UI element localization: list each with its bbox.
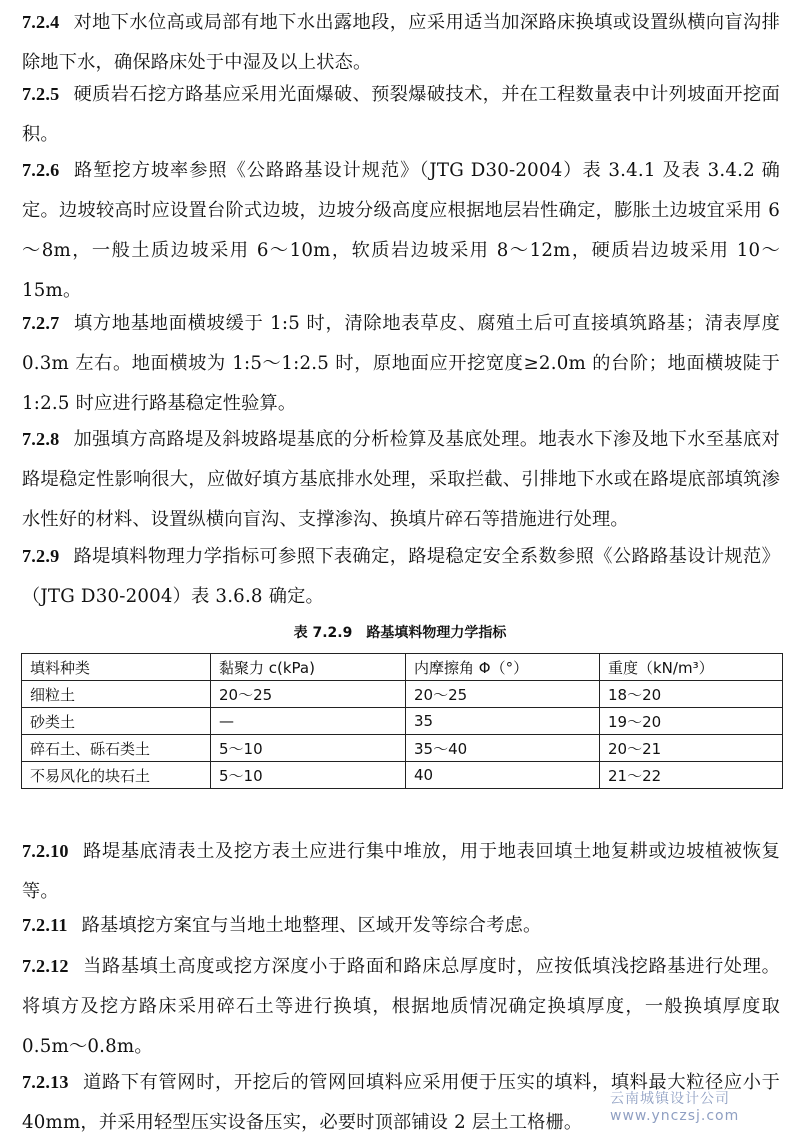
clause-7-2-4 (22, 2, 780, 83)
table-cell: 35～40 (406, 735, 600, 762)
clause-number: 7.2.9 (22, 546, 60, 566)
clause-7-2-8 (22, 419, 780, 540)
table-cell: 砂类土 (22, 708, 211, 735)
table-cell: 18～20 (600, 681, 783, 708)
table-cell: 19～20 (600, 708, 783, 735)
clause-text: 对地下水位高或局部有地下水出露地段，应采用适当加深路床换填或设置纵横向盲沟排除地下水，确保路床处于中湿及以上状态。 (22, 12, 780, 73)
clause-number: 7.2.4 (22, 12, 60, 32)
table-cell: 5～10 (211, 762, 406, 789)
clause-7-2-11 (22, 905, 780, 946)
watermark: 云南城镇设计公司 www.ynczsj.com (610, 1091, 740, 1124)
header-cell: 填料种类 (22, 654, 211, 681)
clause-text: 路堑挖方坡率参照《公路路基设计规范》（JTG D30-2004）表 3.4.1 及表 3.4.2 确定。边坡较高时应设置台阶式边坡，边坡分级高度应根据地层岩性确定，膨胀土边坡宜采用 6～8m，一般土质边坡采用 6～10m，软质岩边坡采用 8～12m，硬质岩边坡采用 10～15m。 (22, 160, 780, 301)
clause-text: 当路基填土高度或挖方深度小于路面和路床总厚度时，应按低填浅挖路基进行处理。将填方及挖方路床采用碎石土等进行换填，根据地质情况确定换填厚度，一般换填厚度取 0.5m～0.8m。 (22, 956, 780, 1057)
table-cell: 20～25 (406, 681, 600, 708)
table-cell: 35 (406, 708, 600, 735)
table-cell: 不易风化的块石土 (22, 762, 211, 789)
clause-number: 7.2.13 (22, 1072, 69, 1092)
clause-number: 7.2.6 (22, 160, 60, 180)
table-cell: 21～22 (600, 762, 783, 789)
clause-text: 路堤填料物理力学指标可参照下表确定，路堤稳定安全系数参照《公路路基设计规范》（JTG D30-2004）表 3.6.8 确定。 (22, 546, 780, 607)
table-row (22, 681, 783, 708)
header-cell: 黏聚力 c(kPa) (211, 654, 406, 681)
clause-7-2-12 (22, 946, 780, 1067)
table-number: 表 7.2.9 (293, 625, 353, 641)
clause-text: 路堤基底清表土及挖方表土应进行集中堆放，用于地表回填土地复耕或边坡植被恢复等。 (22, 841, 780, 902)
table-header-row (22, 654, 783, 681)
clause-number: 7.2.11 (22, 915, 68, 935)
clause-number: 7.2.12 (22, 956, 69, 976)
table-cell: 碎石土、砾石类土 (22, 735, 211, 762)
table-row (22, 708, 783, 735)
table-cell: 40 (406, 762, 600, 789)
table-row (22, 735, 783, 762)
table-cell: 细粒土 (22, 681, 211, 708)
header-cell: 重度（kN/m³） (600, 654, 783, 681)
table-caption (0, 622, 800, 644)
clause-text: 填方地基地面横坡缓于 1:5 时，清除地表草皮、腐殖土后可直接填筑路基；清表厚度 0.3m 左右。地面横坡为 1:5～1:2.5 时，原地面应开挖宽度≥2.0m 的台阶；地面横坡陡于 1:2.5 时应进行路基稳定性验算。 (22, 313, 780, 414)
clause-number: 7.2.7 (22, 313, 60, 333)
clause-number: 7.2.5 (22, 84, 60, 104)
fill-material-table (21, 653, 783, 789)
clause-7-2-7 (22, 303, 780, 424)
table-title: 路基填料物理力学指标 (366, 625, 507, 641)
clause-text: 加强填方高路堤及斜坡路堤基底的分析检算及基底处理。地表水下渗及地下水至基底对路堤稳定性影响很大，应做好填方基底排水处理，采取拦截、引排地下水或在路堤底部填筑渗水性好的材料、设置纵横向盲沟、支撑渗沟、换填片碎石等措施进行处理。 (22, 429, 780, 530)
clause-number: 7.2.8 (22, 429, 60, 449)
clause-text: 硬质岩石挖方路基应采用光面爆破、预裂爆破技术，并在工程数量表中计列坡面开挖面积。 (22, 84, 780, 145)
table-row (22, 762, 783, 789)
clause-7-2-9 (22, 536, 780, 617)
clause-text: 路基填挖方案宜与当地土地整理、区域开发等综合考虑。 (81, 915, 542, 936)
clause-7-2-5 (22, 74, 780, 155)
clause-text: 道路下有管网时，开挖后的管网回填料应采用便于压实的填料，填料最大粒径应小于 40mm，并采用轻型压实设备压实，必要时顶部铺设 2 层土工格栅。 (22, 1072, 780, 1133)
table-cell: — (211, 708, 406, 735)
header-cell: 内摩擦角 Φ（°） (406, 654, 600, 681)
table-cell: 20～21 (600, 735, 783, 762)
table-cell: 20～25 (211, 681, 406, 708)
clause-number: 7.2.10 (22, 841, 69, 861)
clause-7-2-6 (22, 150, 780, 311)
clause-7-2-10 (22, 831, 780, 912)
table-cell: 5～10 (211, 735, 406, 762)
